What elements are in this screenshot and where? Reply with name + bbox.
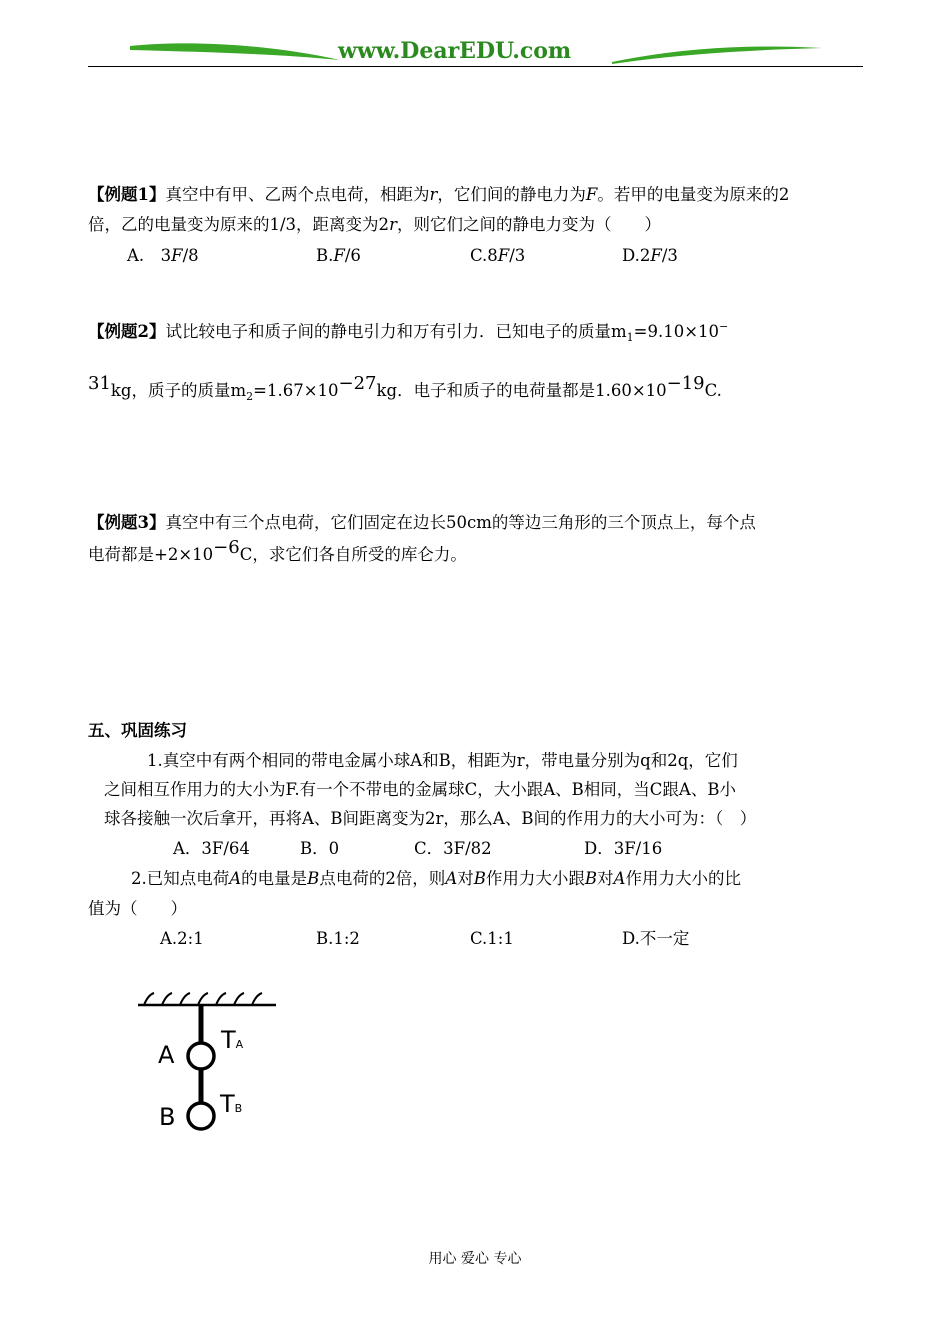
question-2-option-c: C.1:1 xyxy=(470,929,514,948)
question-2-line-2: 值为（ ） xyxy=(88,899,187,918)
question-1-option-a: A．3F/64 xyxy=(173,839,250,858)
example-2-line-2: $^{31}$kg，质子的质量$m_2=1.67\times 10^{-27}kg$．电子和质子的电荷量都是$1.60\times 10^{-19}C$. xyxy=(88,373,722,403)
question-2-option-a: A.2:1 xyxy=(160,929,204,948)
example-1-line-1: 【例题1】真空中有甲、乙两个点电荷，相距为r，它们间的静电力为F。若甲的电量变为原来的2 xyxy=(88,185,790,204)
string-and-balls-icon xyxy=(130,985,290,1145)
logo-swoosh-left-icon xyxy=(128,36,343,66)
hanging-balls-figure xyxy=(130,985,290,1145)
question-2-option-b: B.1:2 xyxy=(316,929,360,948)
question-2-option-d: D.不一定 xyxy=(622,929,690,948)
example-3-line-1: 【例题3】真空中有三个点电荷，它们固定在边长50cm的等边三角形的三个顶点上，每个点 xyxy=(88,513,756,532)
logo-swoosh-right-icon xyxy=(610,40,825,66)
example-1-option-a: A. 3F/8 xyxy=(127,246,199,265)
question-1-line-1: 1.真空中有两个相同的带电金属小球A和B，相距为r，带电量分别为q和2q，它们 xyxy=(147,751,738,770)
example-2-label: 【例题2】 xyxy=(88,322,166,341)
ball-b-label: B xyxy=(159,1103,176,1131)
question-2-line-1: 2.已知点电荷A的电量是B点电荷的2倍，则A对B作用力大小跟B对A作用力大小的比 xyxy=(131,869,741,888)
footer-text: 用心 爱心 专心 xyxy=(428,1251,522,1267)
logo-text: www.DearEDU.com xyxy=(338,38,572,64)
tension-a-label: TA xyxy=(221,1026,244,1054)
example-3-line-2: 电荷都是$+2\times 10^{-6}C$，求它们各自所受的库仑力。 xyxy=(88,537,467,564)
example-3-label: 【例题3】 xyxy=(88,513,166,532)
question-1-line-3: 球各接触一次后拿开，再将A、B间距离变为2r，那么A、B间的作用力的大小可为：（ ） xyxy=(104,809,757,828)
example-2-line-1: 【例题2】试比较电子和质子间的静电引力和万有引力．已知电子的质量$m_1=9.10\times 10^-$ xyxy=(88,320,729,344)
ball-a-label: A xyxy=(158,1041,175,1069)
question-1-option-d: D．3F/16 xyxy=(584,839,663,858)
section-5-title: 五、巩固练习 xyxy=(88,721,187,740)
example-1-line-2: 倍，乙的电量变为原来的1/3，距离变为2r，则它们之间的静电力变为（ ） xyxy=(88,215,661,234)
question-1-option-c: C．3F/82 xyxy=(414,839,492,858)
example-1-option-b: B.F/6 xyxy=(316,246,361,265)
question-1-line-2: 之间相互作用力的大小为F.有一个不带电的金属球C，大小跟A、B相同，当C跟A、B小 xyxy=(104,780,736,799)
header-rule xyxy=(88,66,863,67)
tension-b-label: TB xyxy=(220,1090,243,1118)
example-1-label: 【例题1】 xyxy=(88,185,166,204)
example-1-option-c: C.8F/3 xyxy=(470,246,526,265)
example-1-option-d: D.2F/3 xyxy=(622,246,678,265)
question-1-option-b: B．0 xyxy=(300,839,340,858)
